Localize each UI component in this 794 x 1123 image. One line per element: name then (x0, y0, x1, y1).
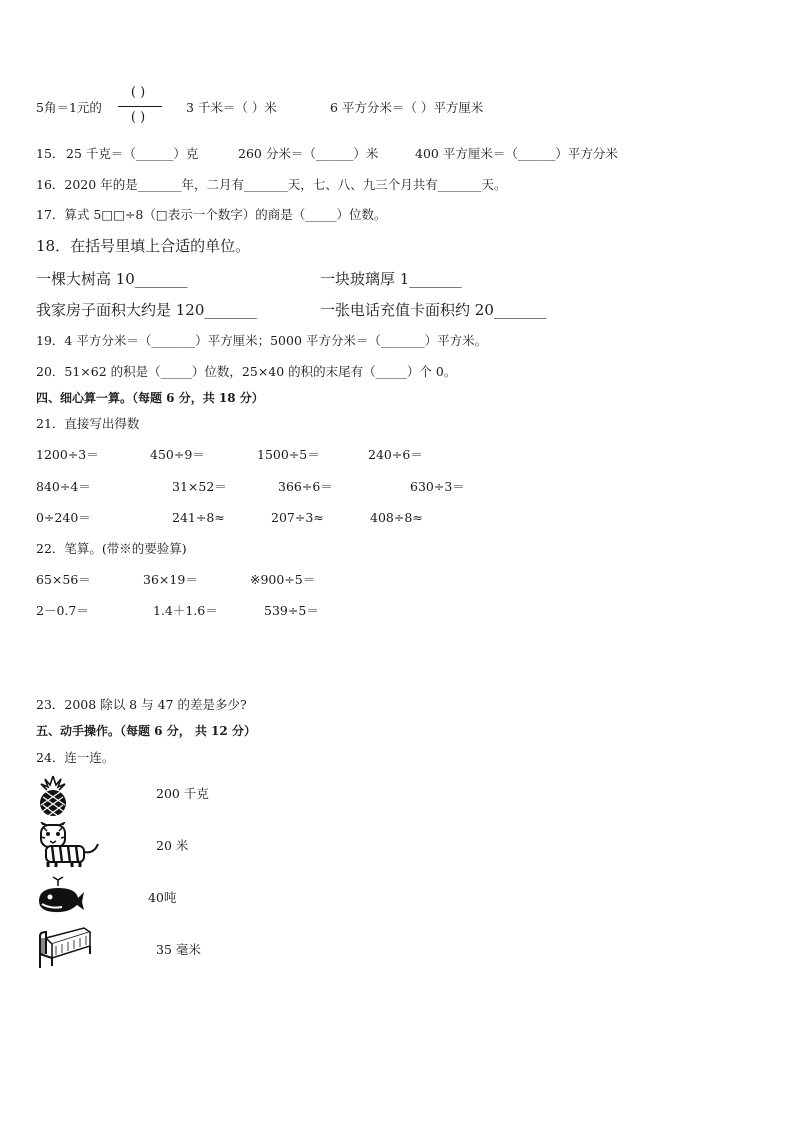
q17: 17．算式 5□□÷8（□表示一个数字）的商是（_____）位数。 (36, 207, 387, 222)
q21-r2c2: 31×52＝ (172, 479, 227, 494)
q22-r1c3: ※900÷5＝ (250, 572, 316, 587)
q21-r3c2: 241÷8≈ (172, 510, 225, 525)
pineapple-icon (36, 775, 70, 817)
q22-r1c2: 36×19＝ (143, 572, 198, 587)
q18-title: 18．在括号里填上合适的单位。 (36, 237, 251, 255)
q18-a: 一棵大树高 10_______ (36, 270, 188, 288)
fraction-denominator: ( ) (130, 110, 146, 125)
q15-b: 260 分米＝（______）米 (238, 146, 379, 161)
q21-r1c3: 1500÷5＝ (257, 447, 320, 462)
bed-icon (36, 924, 92, 970)
q22-r2c3: 539÷5＝ (264, 603, 319, 618)
section-4-heading: 四、细心算一算。（每题 6 分，共 18 分） (36, 391, 264, 405)
q18-d: 一张电话充值卡面积约 20_______ (320, 301, 547, 319)
q16: 16．2020 年的是_______年，二月有_______天，七、八、九三个月共有_______天。 (36, 177, 507, 192)
q20: 20．51×62 的积是（_____）位数，25×40 的积的末尾有（_____）个 0。 (36, 364, 457, 379)
section-5-heading: 五、动手操作。（每题 6 分， 共 12 分） (36, 724, 256, 738)
q19: 19．4 平方分米＝（_______）平方厘米；5000 平方分米＝（_______）平方米。 (36, 333, 488, 348)
q21-r2c1: 840÷4＝ (36, 479, 91, 494)
q18-c: 我家房子面积大约是 120_______ (36, 301, 257, 319)
q15-a: 25 千克＝（______）克 (66, 146, 199, 161)
q22-r2c1: 2－0.7＝ (36, 603, 89, 618)
q21-r1c1: 1200÷3＝ (36, 447, 99, 462)
q14-part2: 3 千米＝（ ）米 (186, 100, 277, 115)
q15-number: 15． (36, 146, 65, 161)
q21-r2c3: 366÷6＝ (278, 479, 333, 494)
q22-title: 22．笔算。(带※的要验算) (36, 541, 187, 556)
q21-r3c1: 0÷240＝ (36, 510, 91, 525)
q21-title: 21．直接写出得数 (36, 416, 140, 431)
q22-r2c2: 1.4＋1.6＝ (153, 603, 218, 618)
q21-r3c4: 408÷8≈ (370, 510, 423, 525)
fraction-numerator: ( ) (130, 85, 146, 100)
q21-r1c4: 240÷6＝ (368, 447, 423, 462)
label-20m: 20 米 (156, 838, 189, 853)
q21-r2c4: 630÷3＝ (410, 479, 465, 494)
q24-title: 24．连一连。 (36, 750, 115, 765)
q15-c: 400 平方厘米＝（______）平方分米 (415, 146, 618, 161)
label-200kg: 200 千克 (156, 786, 209, 801)
q14-prefix: 5角＝1元的 (36, 100, 102, 115)
tiger-icon (36, 822, 102, 868)
label-35mm: 35 毫米 (156, 942, 201, 957)
label-40t: 40吨 (148, 890, 177, 905)
q18-b: 一块玻璃厚 1_______ (320, 270, 462, 288)
q14-part3: 6 平方分米＝（ ）平方厘米 (330, 100, 484, 115)
q23: 23．2008 除以 8 与 47 的差是多少? (36, 697, 247, 712)
fraction-bar (118, 106, 162, 107)
q22-r1c1: 65×56＝ (36, 572, 91, 587)
whale-icon (36, 876, 86, 914)
q21-r1c2: 450÷9＝ (150, 447, 205, 462)
q21-r3c3: 207÷3≈ (271, 510, 324, 525)
